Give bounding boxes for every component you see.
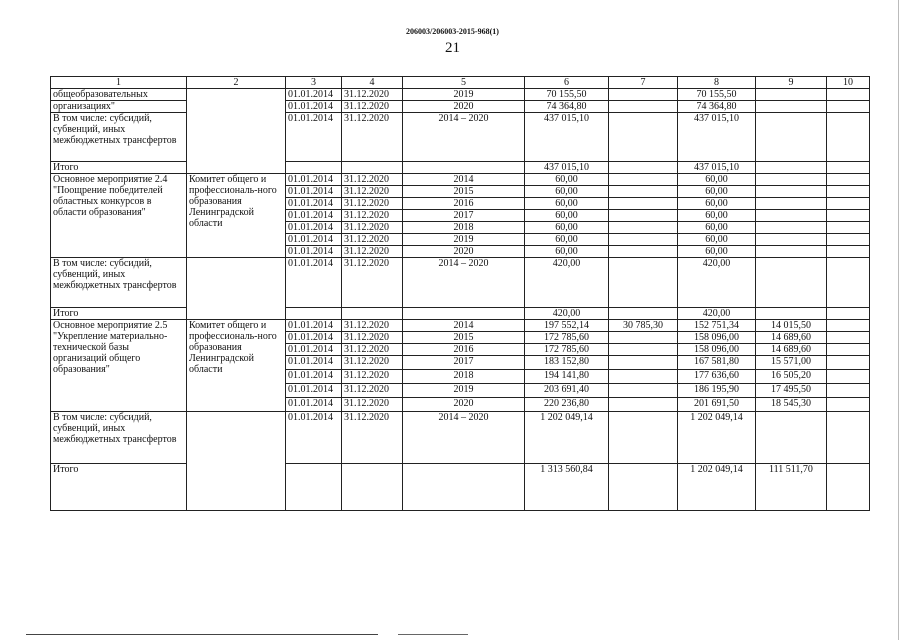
table-row bbox=[51, 412, 870, 464]
header-cell: 9 bbox=[756, 77, 827, 89]
regional-value: 420,00 bbox=[678, 258, 756, 308]
regional-value: 437 015,10 bbox=[678, 113, 756, 162]
end-date: 31.12.2020 bbox=[342, 332, 403, 344]
federal-value bbox=[609, 113, 678, 162]
federal-value bbox=[609, 101, 678, 113]
total-value: 172 785,60 bbox=[525, 332, 609, 344]
local-value: 18 545,30 bbox=[756, 398, 827, 412]
local-value: 16 505,20 bbox=[756, 370, 827, 384]
federal-value bbox=[609, 234, 678, 246]
total-value: 60,00 bbox=[525, 174, 609, 186]
end-date: 31.12.2020 bbox=[342, 234, 403, 246]
federal-value bbox=[609, 384, 678, 398]
header-cell: 8 bbox=[678, 77, 756, 89]
row-label: организациях" bbox=[51, 101, 187, 113]
row-label: общеобразовательных bbox=[51, 89, 187, 101]
row-label: Итого bbox=[51, 308, 187, 320]
year: 2016 bbox=[403, 198, 525, 210]
local-value: 111 511,70 bbox=[756, 464, 827, 511]
other-value bbox=[827, 101, 870, 113]
header-cell: 10 bbox=[827, 77, 870, 89]
end-date: 31.12.2020 bbox=[342, 186, 403, 198]
total-value: 420,00 bbox=[525, 308, 609, 320]
row-label: В том числе: субсидий, субвенций, иных межбюджетных трансфертов bbox=[51, 412, 187, 464]
regional-value: 177 636,60 bbox=[678, 370, 756, 384]
federal-value bbox=[609, 162, 678, 174]
local-value bbox=[756, 198, 827, 210]
local-value bbox=[756, 246, 827, 258]
end-date: 31.12.2020 bbox=[342, 101, 403, 113]
total-value: 60,00 bbox=[525, 210, 609, 222]
total-value: 60,00 bbox=[525, 234, 609, 246]
total-row bbox=[51, 464, 870, 511]
regional-value: 74 364,80 bbox=[678, 101, 756, 113]
start-date: 01.01.2014 bbox=[286, 89, 342, 101]
local-value: 14 689,60 bbox=[756, 332, 827, 344]
other-value bbox=[827, 198, 870, 210]
other-value bbox=[827, 356, 870, 370]
table-row bbox=[51, 101, 870, 113]
start-date: 01.01.2014 bbox=[286, 234, 342, 246]
end-date: 31.12.2020 bbox=[342, 246, 403, 258]
header-cell: 3 bbox=[286, 77, 342, 89]
year: 2019 bbox=[403, 384, 525, 398]
federal-value bbox=[609, 258, 678, 308]
other-value bbox=[827, 412, 870, 464]
header-row bbox=[51, 77, 870, 89]
federal-value bbox=[609, 89, 678, 101]
header-cell: 1 bbox=[51, 77, 187, 89]
local-value bbox=[756, 210, 827, 222]
year: 2018 bbox=[403, 370, 525, 384]
start-date: 01.01.2014 bbox=[286, 174, 342, 186]
start-date bbox=[286, 464, 342, 511]
table-row bbox=[51, 113, 870, 162]
row-label: В том числе: субсидий, субвенций, иных межбюджетных трансфертов bbox=[51, 113, 187, 162]
other-value bbox=[827, 210, 870, 222]
header-cell: 7 bbox=[609, 77, 678, 89]
table-row bbox=[51, 320, 870, 332]
regional-value: 1 202 049,14 bbox=[678, 412, 756, 464]
local-value: 14 689,60 bbox=[756, 344, 827, 356]
regional-value: 60,00 bbox=[678, 174, 756, 186]
header-cell: 6 bbox=[525, 77, 609, 89]
federal-value bbox=[609, 186, 678, 198]
start-date: 01.01.2014 bbox=[286, 186, 342, 198]
other-value bbox=[827, 308, 870, 320]
end-date: 31.12.2020 bbox=[342, 258, 403, 308]
start-date bbox=[286, 308, 342, 320]
year: 2015 bbox=[403, 332, 525, 344]
table-row bbox=[51, 89, 870, 101]
end-date: 31.12.2020 bbox=[342, 210, 403, 222]
end-date: 31.12.2020 bbox=[342, 320, 403, 332]
other-value bbox=[827, 162, 870, 174]
other-value bbox=[827, 234, 870, 246]
local-value bbox=[756, 258, 827, 308]
end-date: 31.12.2020 bbox=[342, 356, 403, 370]
start-date: 01.01.2014 bbox=[286, 113, 342, 162]
other-value bbox=[827, 222, 870, 234]
year: 2014 bbox=[403, 174, 525, 186]
table-row bbox=[51, 174, 870, 186]
scan-edge-line bbox=[898, 0, 899, 640]
total-value: 194 141,80 bbox=[525, 370, 609, 384]
total-value: 60,00 bbox=[525, 222, 609, 234]
end-date: 31.12.2020 bbox=[342, 198, 403, 210]
start-date: 01.01.2014 bbox=[286, 332, 342, 344]
year: 2019 bbox=[403, 89, 525, 101]
other-value bbox=[827, 258, 870, 308]
regional-value: 186 195,90 bbox=[678, 384, 756, 398]
regional-value: 167 581,80 bbox=[678, 356, 756, 370]
end-date: 31.12.2020 bbox=[342, 174, 403, 186]
header-cell: 4 bbox=[342, 77, 403, 89]
org-cell: Комитет общего и профессиональ-ного образования Ленинградской области bbox=[187, 174, 286, 258]
regional-value: 60,00 bbox=[678, 210, 756, 222]
year: 2020 bbox=[403, 398, 525, 412]
regional-value: 420,00 bbox=[678, 308, 756, 320]
total-value: 420,00 bbox=[525, 258, 609, 308]
start-date: 01.01.2014 bbox=[286, 210, 342, 222]
year: 2020 bbox=[403, 101, 525, 113]
federal-value bbox=[609, 398, 678, 412]
total-value: 60,00 bbox=[525, 246, 609, 258]
end-date: 31.12.2020 bbox=[342, 412, 403, 464]
federal-value bbox=[609, 344, 678, 356]
regional-value: 60,00 bbox=[678, 186, 756, 198]
page-number: 21 bbox=[445, 40, 460, 56]
header-cell: 2 bbox=[187, 77, 286, 89]
local-value bbox=[756, 222, 827, 234]
federal-value bbox=[609, 198, 678, 210]
regional-value: 60,00 bbox=[678, 246, 756, 258]
federal-value bbox=[609, 210, 678, 222]
federal-value bbox=[609, 332, 678, 344]
org-cell bbox=[187, 89, 286, 174]
start-date: 01.01.2014 bbox=[286, 384, 342, 398]
federal-value bbox=[609, 174, 678, 186]
year bbox=[403, 308, 525, 320]
end-date: 31.12.2020 bbox=[342, 384, 403, 398]
other-value bbox=[827, 174, 870, 186]
row-label: Итого bbox=[51, 162, 187, 174]
regional-value: 158 096,00 bbox=[678, 344, 756, 356]
other-value bbox=[827, 113, 870, 162]
federal-value bbox=[609, 464, 678, 511]
total-value: 1 313 560,84 bbox=[525, 464, 609, 511]
other-value bbox=[827, 384, 870, 398]
start-date: 01.01.2014 bbox=[286, 398, 342, 412]
start-date bbox=[286, 162, 342, 174]
year: 2015 bbox=[403, 186, 525, 198]
total-value: 437 015,10 bbox=[525, 113, 609, 162]
header-cell: 5 bbox=[403, 77, 525, 89]
local-value bbox=[756, 186, 827, 198]
row-label: Итого bbox=[51, 464, 187, 511]
federal-value: 30 785,30 bbox=[609, 320, 678, 332]
regional-value: 60,00 bbox=[678, 198, 756, 210]
scan-edge-line bbox=[398, 634, 468, 635]
local-value bbox=[756, 174, 827, 186]
scan-edge-line bbox=[26, 634, 378, 635]
federal-value bbox=[609, 370, 678, 384]
year: 2019 bbox=[403, 234, 525, 246]
end-date: 31.12.2020 bbox=[342, 89, 403, 101]
federal-value bbox=[609, 356, 678, 370]
total-value: 1 202 049,14 bbox=[525, 412, 609, 464]
local-value bbox=[756, 89, 827, 101]
regional-value: 158 096,00 bbox=[678, 332, 756, 344]
local-value: 15 571,00 bbox=[756, 356, 827, 370]
year: 2018 bbox=[403, 222, 525, 234]
row-label: В том числе: субсидий, субвенций, иных межбюджетных трансфертов bbox=[51, 258, 187, 308]
other-value bbox=[827, 320, 870, 332]
local-value bbox=[756, 113, 827, 162]
other-value bbox=[827, 332, 870, 344]
year: 2014 – 2020 bbox=[403, 113, 525, 162]
end-date: 31.12.2020 bbox=[342, 398, 403, 412]
start-date: 01.01.2014 bbox=[286, 412, 342, 464]
year: 2014 – 2020 bbox=[403, 412, 525, 464]
year bbox=[403, 464, 525, 511]
start-date: 01.01.2014 bbox=[286, 246, 342, 258]
total-value: 60,00 bbox=[525, 186, 609, 198]
regional-value: 60,00 bbox=[678, 222, 756, 234]
federal-value bbox=[609, 308, 678, 320]
total-value: 437 015,10 bbox=[525, 162, 609, 174]
org-cell bbox=[187, 258, 286, 320]
local-value: 17 495,50 bbox=[756, 384, 827, 398]
start-date: 01.01.2014 bbox=[286, 320, 342, 332]
start-date: 01.01.2014 bbox=[286, 344, 342, 356]
regional-value: 201 691,50 bbox=[678, 398, 756, 412]
start-date: 01.01.2014 bbox=[286, 101, 342, 113]
activity-title: Основное мероприятие 2.4 "Поощрение победителей областных конкурсов в области образования" bbox=[51, 174, 187, 258]
year: 2017 bbox=[403, 356, 525, 370]
federal-value bbox=[609, 412, 678, 464]
table-row bbox=[51, 258, 870, 308]
regional-value: 1 202 049,14 bbox=[678, 464, 756, 511]
regional-value: 70 155,50 bbox=[678, 89, 756, 101]
other-value bbox=[827, 89, 870, 101]
regional-value: 152 751,34 bbox=[678, 320, 756, 332]
total-value: 183 152,80 bbox=[525, 356, 609, 370]
end-date: 31.12.2020 bbox=[342, 344, 403, 356]
local-value bbox=[756, 412, 827, 464]
org-cell: Комитет общего и профессиональ-ного образования Ленинградской области bbox=[187, 320, 286, 412]
year: 2020 bbox=[403, 246, 525, 258]
end-date bbox=[342, 464, 403, 511]
total-value: 197 552,14 bbox=[525, 320, 609, 332]
year: 2014 bbox=[403, 320, 525, 332]
total-value: 203 691,40 bbox=[525, 384, 609, 398]
end-date: 31.12.2020 bbox=[342, 370, 403, 384]
document-id: 206003/206003-2015-968(1) bbox=[406, 27, 499, 36]
year bbox=[403, 162, 525, 174]
activity-title: Основное мероприятие 2.5 "Укрепление материально-технической базы организаций общего образования" bbox=[51, 320, 187, 412]
total-value: 172 785,60 bbox=[525, 344, 609, 356]
other-value bbox=[827, 370, 870, 384]
year: 2014 – 2020 bbox=[403, 258, 525, 308]
end-date: 31.12.2020 bbox=[342, 113, 403, 162]
start-date: 01.01.2014 bbox=[286, 258, 342, 308]
org-cell bbox=[187, 412, 286, 511]
total-value: 60,00 bbox=[525, 198, 609, 210]
regional-value: 437 015,10 bbox=[678, 162, 756, 174]
total-value: 74 364,80 bbox=[525, 101, 609, 113]
start-date: 01.01.2014 bbox=[286, 370, 342, 384]
local-value bbox=[756, 234, 827, 246]
federal-value bbox=[609, 246, 678, 258]
year: 2017 bbox=[403, 210, 525, 222]
regional-value: 60,00 bbox=[678, 234, 756, 246]
start-date: 01.01.2014 bbox=[286, 222, 342, 234]
other-value bbox=[827, 398, 870, 412]
year: 2016 bbox=[403, 344, 525, 356]
end-date bbox=[342, 162, 403, 174]
other-value bbox=[827, 246, 870, 258]
budget-table bbox=[50, 76, 870, 511]
end-date: 31.12.2020 bbox=[342, 222, 403, 234]
start-date: 01.01.2014 bbox=[286, 198, 342, 210]
other-value bbox=[827, 186, 870, 198]
total-value: 70 155,50 bbox=[525, 89, 609, 101]
total-value: 220 236,80 bbox=[525, 398, 609, 412]
local-value: 14 015,50 bbox=[756, 320, 827, 332]
other-value bbox=[827, 464, 870, 511]
start-date: 01.01.2014 bbox=[286, 356, 342, 370]
local-value bbox=[756, 162, 827, 174]
local-value bbox=[756, 101, 827, 113]
other-value bbox=[827, 344, 870, 356]
total-row bbox=[51, 308, 870, 320]
end-date bbox=[342, 308, 403, 320]
total-row bbox=[51, 162, 870, 174]
federal-value bbox=[609, 222, 678, 234]
local-value bbox=[756, 308, 827, 320]
